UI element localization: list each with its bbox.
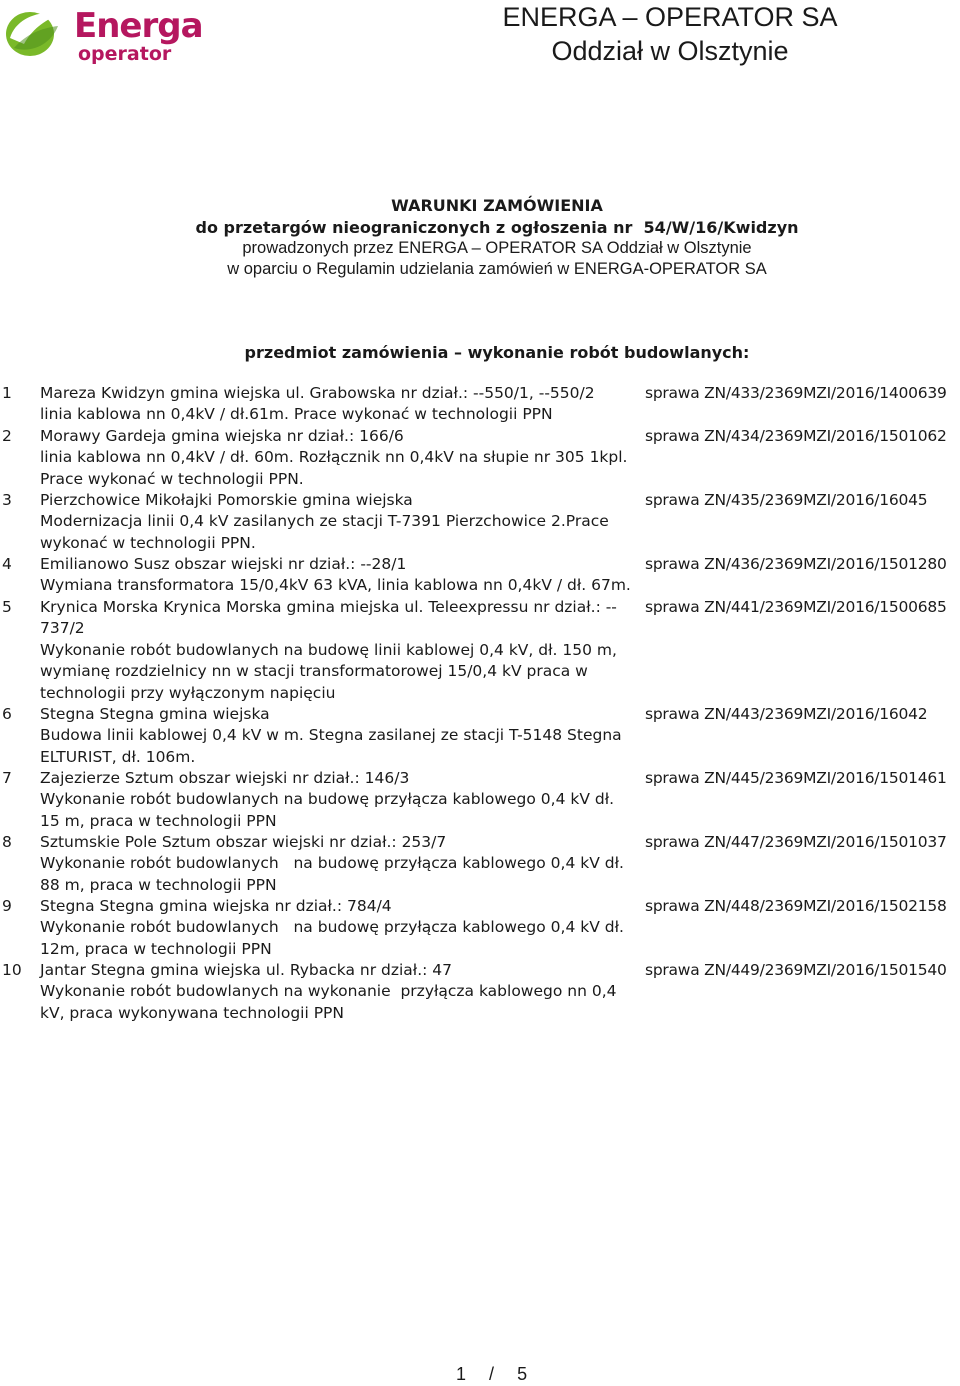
item-case-number: sprawa ZN/435/2369MZI/2016/16045 xyxy=(645,491,928,509)
item-description-line: wymianę rozdzielnicy nn w stacji transformatorowej 15/0,4 kV praca w xyxy=(40,662,588,681)
item-description-line: Krynica Morska Krynica Morska gmina miejska ul. Teleexpressu nr dział.: -- xyxy=(40,598,617,616)
item-description-line: Emilianowo Susz obszar wiejski nr dział.: --28/1 xyxy=(40,555,407,573)
energa-logo xyxy=(4,2,209,68)
item-number: 2 xyxy=(2,427,12,445)
item-description-line: kV, praca wykonywana technologii PPN xyxy=(40,1003,344,1022)
item-description-line: Wymiana transformatora 15/0,4kV 63 kVA, linia kablowa nn 0,4kV / dł. 67m. xyxy=(40,576,631,595)
item-description-line: 15 m, praca w technologii PPN xyxy=(40,811,277,830)
item-case-number: sprawa ZN/436/2369MZI/2016/1501280 xyxy=(645,555,947,573)
item-description-line: Sztumskie Pole Sztum obszar wiejski nr dział.: 253/7 xyxy=(40,833,447,851)
item-case-number: sprawa ZN/441/2369MZI/2016/1500685 xyxy=(645,598,947,616)
item-description-line: Wykonanie robót budowlanych na budowę przyłącza kablowego 0,4 kV dł. xyxy=(40,854,624,873)
item-description-line: Wykonanie robót budowlanych na budowę przyłącza kablowego 0,4 kV dł. xyxy=(40,790,615,809)
item-description xyxy=(40,554,643,597)
item-description xyxy=(40,704,643,768)
item-description-line: Modernizacja linii 0,4 kV zasilanych ze stacji T-7391 Pierzchowice 2.Prace xyxy=(40,512,609,531)
item-case-number: sprawa ZN/447/2369MZI/2016/1501037 xyxy=(645,833,947,851)
item-description-line: Morawy Gardeja gmina wiejska nr dział.: 166/6 xyxy=(40,427,404,445)
item-case-number: sprawa ZN/433/2369MZI/2016/1400639 xyxy=(645,384,947,402)
item-description xyxy=(40,896,643,960)
item-number: 4 xyxy=(2,555,12,573)
item-number: 3 xyxy=(2,491,12,509)
item-description-line: Zajezierze Sztum obszar wiejski nr dział.: 146/3 xyxy=(40,769,410,787)
item-description-line: 12m, praca w technologii PPN xyxy=(40,939,272,958)
item-description-line: Wykonanie robót budowlanych na wykonanie przyłącza kablowego nn 0,4 xyxy=(40,982,617,1001)
item-description-line: ELTURIST, dł. 106m. xyxy=(40,747,196,766)
item-case-number: sprawa ZN/449/2369MZI/2016/1501540 xyxy=(645,961,947,979)
item-description-line: Stegna Stegna gmina wiejska nr dział.: 784/4 xyxy=(40,897,392,915)
tender-line xyxy=(0,217,960,238)
item-description xyxy=(40,960,643,1024)
page-total: 5 xyxy=(517,1364,528,1384)
org-branch: Oddział w Olsztynie xyxy=(551,36,789,66)
item-description-line: linia kablowa nn 0,4kV / dł.61m. Prace wykonać w technologii PPN xyxy=(40,405,553,424)
regulation-line: w oparciu o Regulamin udzielania zamówień w ENERGA-OPERATOR SA xyxy=(227,260,767,278)
item-number: 8 xyxy=(2,833,12,851)
item-case-number: sprawa ZN/445/2369MZI/2016/1501461 xyxy=(645,769,947,787)
logo-subtitle: operator xyxy=(78,43,172,65)
org-name: ENERGA – OPERATOR SA xyxy=(502,2,838,32)
item-description-line: linia kablowa nn 0,4kV / dł. 60m. Rozłącznik nn 0,4kV na słupie nr 305 1kpl. xyxy=(40,448,628,467)
item-description xyxy=(40,490,643,554)
tender-prefix: do przetargów nieograniczonych z ogłoszenia nr xyxy=(195,218,633,237)
item-number: 9 xyxy=(2,897,12,915)
page-number xyxy=(456,1362,527,1386)
item-number: 7 xyxy=(2,769,12,787)
item-number: 10 xyxy=(2,961,22,979)
item-case-number: sprawa ZN/448/2369MZI/2016/1502158 xyxy=(645,897,947,915)
conducted-by-line: prowadzonych przez ENERGA – OPERATOR SA Oddział w Olsztynie xyxy=(242,239,752,257)
item-description-line: Mareza Kwidzyn gmina wiejska ul. Grabowska nr dział.: --550/1, --550/2 xyxy=(40,384,595,402)
item-number: 5 xyxy=(2,598,12,616)
item-case-number: sprawa ZN/443/2369MZI/2016/16042 xyxy=(645,705,928,723)
item-description-line: 737/2 xyxy=(40,619,85,638)
order-subject: przedmiot zamówienia – wykonanie robót budowlanych: xyxy=(244,343,750,362)
item-description-line: Stegna Stegna gmina wiejska xyxy=(40,705,270,723)
leaf-logo-icon xyxy=(4,4,64,62)
page-current: 1 xyxy=(456,1364,467,1384)
tender-number: 54/W/16/Kwidzyn xyxy=(643,218,799,237)
logo-wordmark: Energa xyxy=(74,6,203,46)
item-description xyxy=(40,597,643,704)
item-description xyxy=(40,426,643,490)
item-description-line: wykonać w technologii PPN. xyxy=(40,533,256,552)
item-description xyxy=(40,768,643,832)
document-title: WARUNKI ZAMÓWIENIA xyxy=(391,196,603,215)
item-description-line: 88 m, praca w technologii PPN xyxy=(40,875,277,894)
page-separator: / xyxy=(489,1364,495,1384)
item-description xyxy=(40,383,643,426)
item-description-line: Jantar Stegna gmina wiejska ul. Rybacka nr dział.: 47 xyxy=(40,961,453,979)
item-description-line: technologii przy wyłączonym napięciu xyxy=(40,683,336,702)
item-number: 6 xyxy=(2,705,12,723)
item-case-number: sprawa ZN/434/2369MZI/2016/1501062 xyxy=(645,427,947,445)
item-description-line: Prace wykonać w technologii PPN. xyxy=(40,469,304,488)
item-description-line: Wykonanie robót budowlanych na budowę przyłącza kablowego 0,4 kV dł. xyxy=(40,918,624,937)
item-description-line: Budowa linii kablowej 0,4 kV w m. Stegna zasilanej ze stacji T-5148 Stegna xyxy=(40,726,622,745)
item-description-line: Pierzchowice Mikołajki Pomorskie gmina wiejska xyxy=(40,491,413,509)
item-number: 1 xyxy=(2,384,12,402)
item-description-line: Wykonanie robót budowlanych na budowę linii kablowej 0,4 kV, dł. 150 m, xyxy=(40,640,617,659)
item-description xyxy=(40,832,643,896)
